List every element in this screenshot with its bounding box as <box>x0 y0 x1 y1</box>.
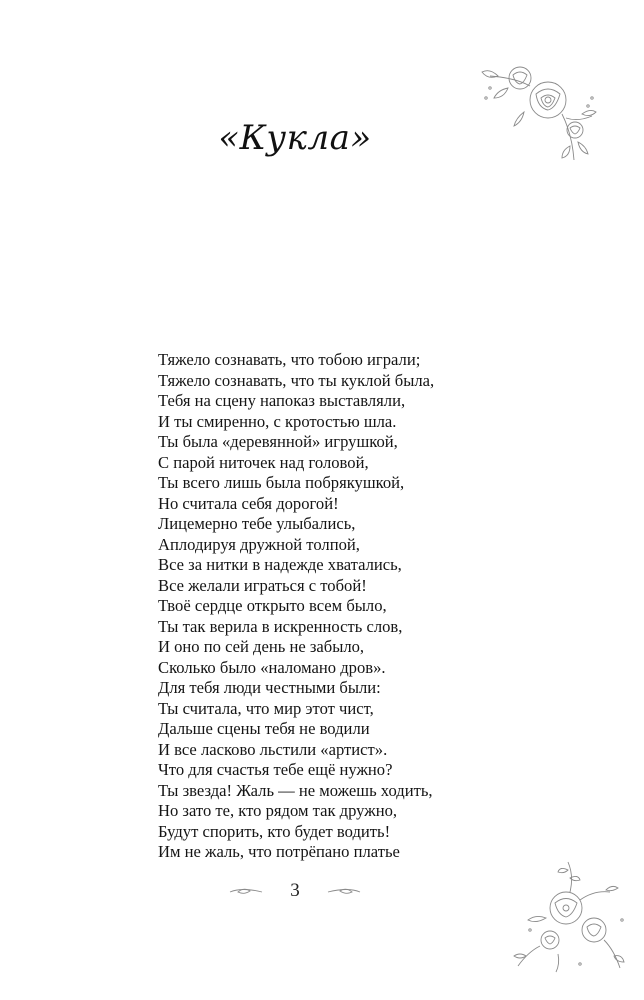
folio <box>0 880 590 902</box>
poem-line: Для тебя люди честными были: <box>158 678 381 697</box>
poem-line: И все ласково льстили «артист». <box>158 739 388 759</box>
leaf-flourish-icon <box>326 887 362 897</box>
poem-line: Ты всего лишь была побрякушкой, <box>158 473 405 492</box>
poem-line: Тяжело сознавать, что ты куклой была, <box>158 370 435 390</box>
poem-line: Все желали играться с тобой! <box>158 575 367 595</box>
poem-line: Твоё сердце открыто всем было, <box>158 596 387 615</box>
poem-line: Им не жаль, что потрёпано платье <box>158 842 400 861</box>
poem-line: Дальше сцены тебя не водили <box>158 719 370 738</box>
poem-line: Будут спорить, кто будет водить! <box>158 821 391 841</box>
poem-line: Лицемерно тебе улыбались, <box>158 514 356 533</box>
poem-line: Все за нитки в надежде хватались, <box>158 555 402 574</box>
poem-line: И ты смиренно, с кротостью шла. <box>158 411 397 431</box>
poem-line: Но считала себя дорогой! <box>158 493 339 513</box>
leaf-flourish-icon <box>228 887 264 897</box>
poem-line: Тяжело сознавать, что тобою играли; <box>158 350 421 369</box>
poem-line: Ты была «деревянной» игрушкой, <box>158 432 398 451</box>
poem-line: Ты считала, что мир этот чист, <box>158 698 374 718</box>
poem-body <box>158 350 588 863</box>
poem-title: «Кукла» <box>218 118 372 158</box>
poem-line: И оно по сей день не забыло, <box>158 637 365 656</box>
poem-line: Что для счастья тебе ещё нужно? <box>158 760 393 779</box>
poem-line: Сколько было «наломано дров». <box>158 657 386 677</box>
poem-line: Аплодируя дружной толпой, <box>158 534 360 554</box>
poem-line: Тебя на сцену напоказ выставляли, <box>158 391 406 410</box>
poem-line: Но зато те, кто рядом так дружно, <box>158 801 398 820</box>
page-number: 3 <box>290 880 300 901</box>
poem-line: С парой ниточек над головой, <box>158 452 369 472</box>
poem-line: Ты звезда! Жаль — не можешь ходить, <box>158 780 433 800</box>
poem-line: Ты так верила в искренность слов, <box>158 616 403 636</box>
floral-ornament-icon <box>510 860 630 975</box>
